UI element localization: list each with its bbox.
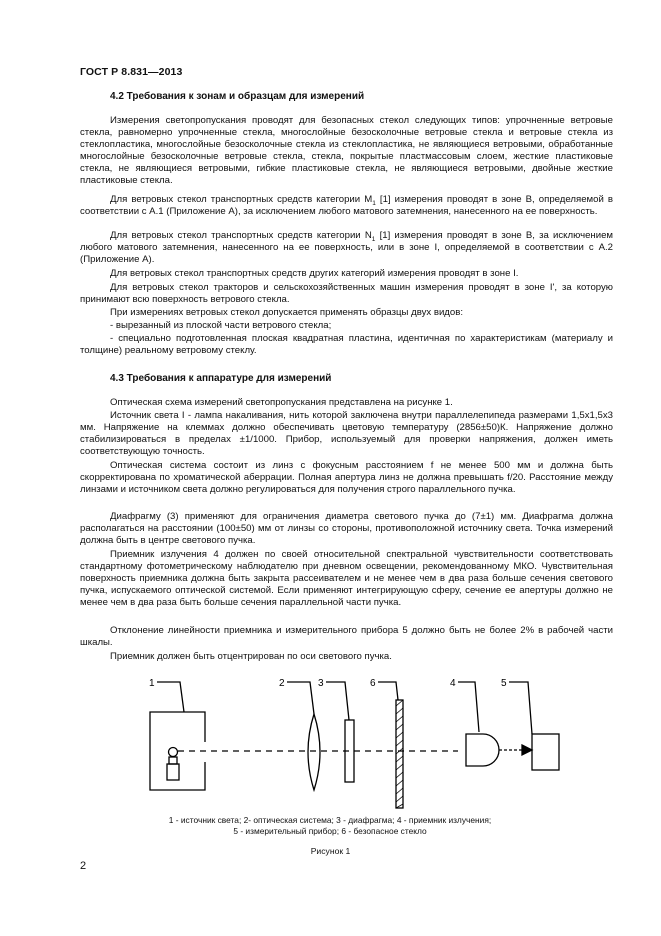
leader-line-4 [458,682,479,732]
section-4-2-paragraph: При измерениях ветровых стекол допускается применять образцы двух видов: [110,307,464,318]
standard-code: ГОСТ Р 8.831—2013 [80,66,183,78]
section-4-3-paragraph: Оптическая система состоит из линз с фокусным расстоянием f не менее 500 мм и должна быть скорректирована по хроматической аберрации. Полная апертура линз не должна превышать f/20. Расстояние между линзами и источником света должно регулироваться для получения строго параллельного пучка. [80,460,613,495]
figure-label-1: 1 [149,678,155,689]
section-4-2-title: 4.2 Требования к зонам и образцам для измерений [110,91,365,102]
section-4-2-list-item: - вырезанный из плоской части ветрового стекла; [110,320,332,331]
leader-line-3 [326,682,349,720]
section-4-2-paragraph-m1: Для ветровых стекол транспортных средств категории $M_1$ [1] измерения проводят в зоне B, определяемой в соответствии с А.1 (Приложение А), за исключением любого матового затемнения, нанесенного на ее поверхность. [80,194,613,217]
leader-line-6 [378,682,398,700]
section-4-2-paragraph: Для ветровых стекол транспортных средств других категорий измерения проводят в зоне I. [110,268,519,279]
page-number: 2 [80,860,87,872]
section-4-3-title: 4.3 Требования к аппаратуре для измерений [110,373,332,384]
optical-scheme-diagram [140,672,560,814]
lens-optical-system [308,714,320,790]
section-4-3-paragraph: Диафрагму (3) применяют для ограничения диаметра светового пучка до (7±1) мм. Диафрагма должна располагаться на расстоянии (100±50) мм от линзы со стороны, противоположной источнику света. Точка измерений должна быть в центре светового пучка. [80,511,613,546]
section-4-3-paragraph: Приемник излучения 4 должен по своей относительной спектральной чувствительности соответствовать стандартному фотометрическому наблюдателю при дневном освещении, рекомендованному МКО. Чувствительная поверхность приемника должна быть закрыта рассеивателем и не менее чем в два раза больше сечения светового пучка, испускаемого оптической системой. Если применяют интегрирующую сферу, сечение ее апертуры должно не менее чем в два раза быть больше сечения параллельной части пучка. [80,549,613,608]
safety-glass-hatch [396,700,403,808]
figure-label-5: 5 [501,678,507,689]
section-4-3-paragraph: Источник света I - лампа накаливания, нить которой заключена внутри параллелепипеда размерами 1,5х1,5х3 мм. Напряжение на клеммах должно обеспечивать цветовую температуру (2856±50)К. Напряжение должно стабилизироваться в пределах ±1/1000. Прибор, используемый для проверки напряжения, должен иметь соответствующую точность. [80,410,613,457]
section-4-3-paragraph: Отклонение линейности приемника и измерительного прибора 5 должно быть не более 2% в рабочей части шкалы. [80,625,613,648]
figure-label-3: 3 [318,678,324,689]
section-4-2-paragraph: Для ветровых стекол тракторов и сельскохозяйственных машин измерения проводят в зоне I', за которую принимают всю поверхность ветрового стекла. [80,282,613,305]
figure-caption-line-2: 5 - измерительный прибор; 6 - безопасное стекло [233,826,427,836]
section-4-2-paragraph: Измерения светопропускания проводят для безопасных стекол следующих типов: упрочненные ветровые стекла, равномерно упрочненные стекла, многослойные безосколочные ветровые стекла и ветровые стекла из стеклопластика, многослойные безосколочные стекла из стеклопластика, не являющиеся ветровыми, обработанные многослойные безосколочные ветровые стекла, стекла, покрытые пластмассовым слоем, жесткие пластиковые стекла, не являющиеся ветровыми, гибкие пластиковые стекла, не являющиеся ветровыми, двойные жесткие пластиковые стекла. [80,115,613,186]
signal-arrow-head [522,745,532,755]
lamp-socket [167,764,179,780]
leader-line-1 [157,682,184,712]
figure-title: Рисунок 1 [310,846,351,856]
section-4-2-list-item: - специально подготовленная плоская квадратная пластина, идентичная по характеристикам (материалу и толщине) реальному ветровому стеклу. [80,333,613,356]
figure-caption-line-1: 1 - источник света; 2- оптическая система; 3 - диафрагма; 4 - приемник излучения; [168,815,492,825]
safety-glass [396,700,403,808]
leader-line-2 [287,682,314,714]
section-4-3-paragraph: Оптическая схема измерений светопропускания представлена на рисунке 1. [110,397,453,408]
lamp-bulb [169,748,178,757]
leader-line-5 [509,682,532,734]
measuring-instrument [532,734,559,770]
section-4-3-paragraph: Приемник должен быть отцентрирован по оси светового пучка. [110,651,392,662]
figure-label-4: 4 [450,678,456,689]
lamp-base [169,757,177,764]
figure-label-2: 2 [279,678,285,689]
figure-label-6: 6 [370,678,376,689]
section-4-2-paragraph-n1: Для ветровых стекол транспортных средств категории $N_1$ [1] измерения проводят в зоне B, за исключением любого матового затемнения, нанесенного на ее поверхность, или в зоне I, определяемой в соответствии с А.2 (Приложение А). [80,230,613,265]
radiation-receiver [466,734,499,766]
